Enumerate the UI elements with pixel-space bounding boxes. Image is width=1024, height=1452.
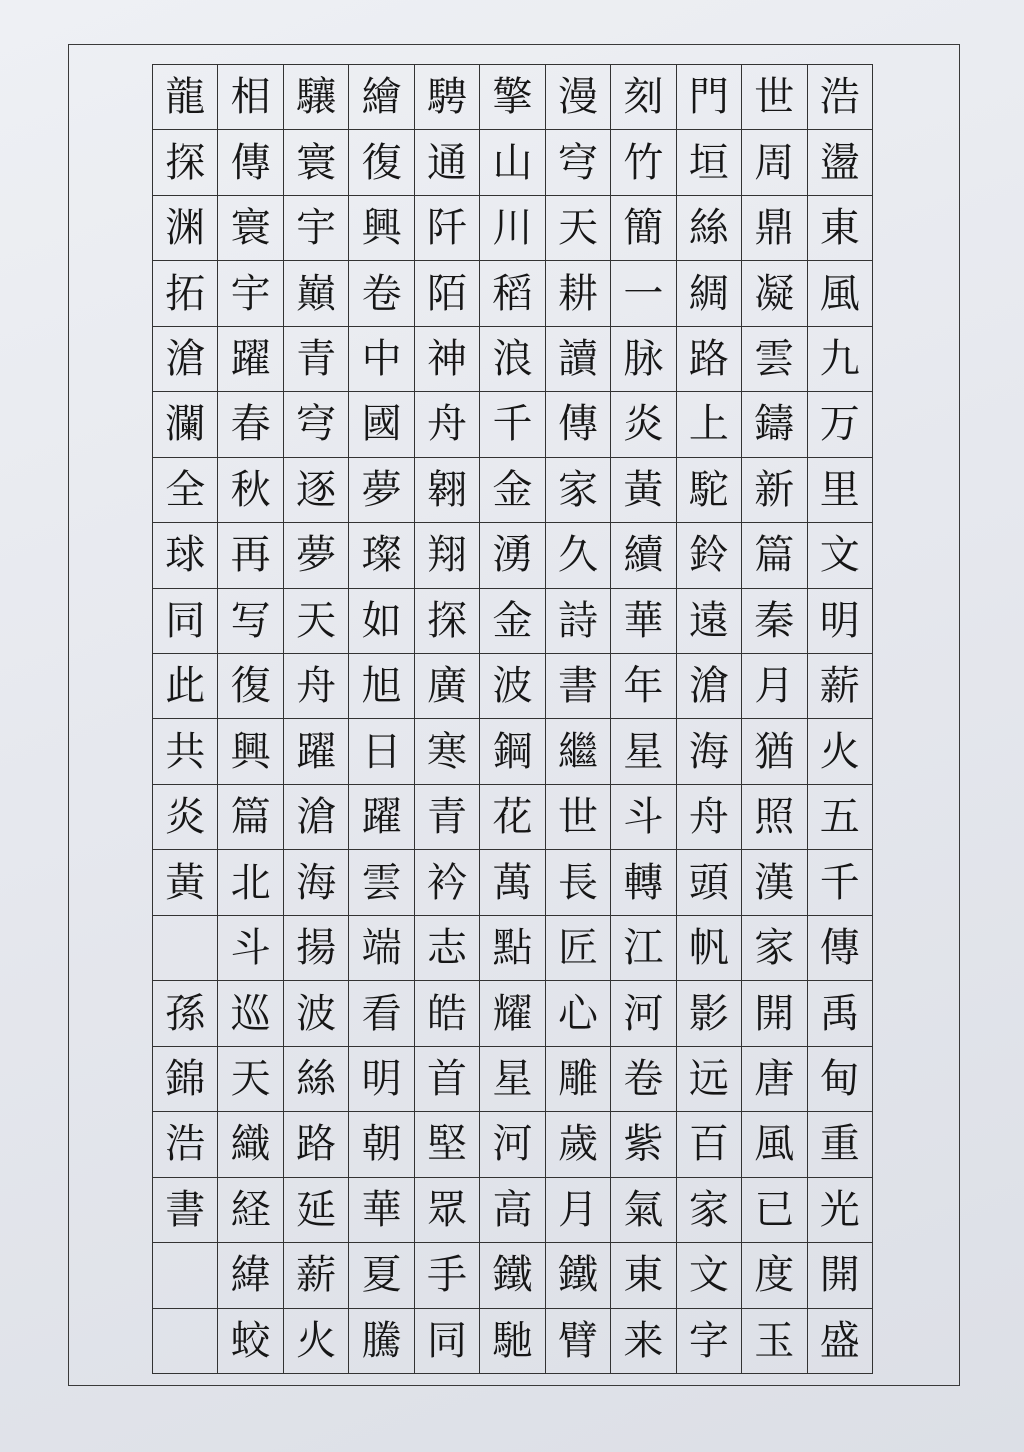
grid-cell-c11-r2: 盪 <box>808 130 873 195</box>
grid-cell-c8-r19: 東 <box>611 1243 676 1308</box>
grid-cell-c11-r9: 明 <box>808 589 873 654</box>
grid-cell-c11-r17: 重 <box>808 1112 873 1177</box>
grid-cell-c5-r11: 寒 <box>415 719 480 784</box>
grid-cell-c8-r8: 續 <box>611 523 676 588</box>
grid-cell-c11-r3: 東 <box>808 196 873 261</box>
grid-cell-c2-r17: 織 <box>218 1112 283 1177</box>
grid-cell-c1-r4: 拓 <box>153 261 218 326</box>
grid-cell-c2-r8: 再 <box>218 523 283 588</box>
grid-cell-c10-r12: 照 <box>742 785 807 850</box>
grid-cell-c6-r5: 浪 <box>480 327 545 392</box>
grid-cell-c8-r17: 紫 <box>611 1112 676 1177</box>
grid-cell-c6-r11: 鋼 <box>480 719 545 784</box>
grid-cell-c6-r20: 馳 <box>480 1309 545 1374</box>
grid-cell-c4-r17: 朝 <box>349 1112 414 1177</box>
grid-cell-c10-r8: 篇 <box>742 523 807 588</box>
grid-cell-c5-r16: 首 <box>415 1047 480 1112</box>
grid-cell-c5-r2: 通 <box>415 130 480 195</box>
grid-cell-c4-r4: 卷 <box>349 261 414 326</box>
grid-cell-c7-r18: 月 <box>546 1178 611 1243</box>
grid-cell-c8-r16: 卷 <box>611 1047 676 1112</box>
grid-cell-c5-r5: 神 <box>415 327 480 392</box>
grid-cell-c1-r14 <box>153 916 218 981</box>
grid-cell-c7-r8: 久 <box>546 523 611 588</box>
grid-cell-c1-r11: 共 <box>153 719 218 784</box>
grid-cell-c9-r10: 滄 <box>677 654 742 719</box>
grid-cell-c11-r4: 風 <box>808 261 873 326</box>
grid-cell-c1-r12: 炎 <box>153 785 218 850</box>
grid-cell-c1-r19 <box>153 1243 218 1308</box>
grid-cell-c1-r20 <box>153 1309 218 1374</box>
grid-cell-c8-r12: 斗 <box>611 785 676 850</box>
grid-cell-c6-r17: 河 <box>480 1112 545 1177</box>
grid-cell-c6-r18: 高 <box>480 1178 545 1243</box>
grid-cell-c7-r20: 臂 <box>546 1309 611 1374</box>
grid-cell-c1-r17: 浩 <box>153 1112 218 1177</box>
grid-cell-c7-r14: 匠 <box>546 916 611 981</box>
grid-cell-c3-r10: 舟 <box>284 654 349 719</box>
grid-cell-c3-r8: 夢 <box>284 523 349 588</box>
grid-cell-c7-r10: 書 <box>546 654 611 719</box>
grid-cell-c3-r15: 波 <box>284 981 349 1046</box>
grid-cell-c10-r9: 秦 <box>742 589 807 654</box>
grid-cell-c3-r12: 滄 <box>284 785 349 850</box>
grid-cell-c2-r7: 秋 <box>218 458 283 523</box>
grid-cell-c3-r20: 火 <box>284 1309 349 1374</box>
grid-cell-c8-r5: 脉 <box>611 327 676 392</box>
grid-cell-c11-r11: 火 <box>808 719 873 784</box>
grid-cell-c1-r7: 全 <box>153 458 218 523</box>
grid-cell-c2-r4: 宇 <box>218 261 283 326</box>
grid-cell-c9-r14: 帆 <box>677 916 742 981</box>
grid-cell-c4-r10: 旭 <box>349 654 414 719</box>
grid-cell-c5-r13: 衿 <box>415 850 480 915</box>
grid-cell-c11-r8: 文 <box>808 523 873 588</box>
grid-cell-c5-r8: 翔 <box>415 523 480 588</box>
grid-cell-c5-r3: 阡 <box>415 196 480 261</box>
grid-cell-c4-r18: 華 <box>349 1178 414 1243</box>
grid-cell-c10-r17: 風 <box>742 1112 807 1177</box>
grid-cell-c4-r2: 復 <box>349 130 414 195</box>
grid-cell-c3-r3: 宇 <box>284 196 349 261</box>
grid-cell-c3-r18: 延 <box>284 1178 349 1243</box>
grid-cell-c6-r14: 點 <box>480 916 545 981</box>
grid-cell-c6-r4: 稻 <box>480 261 545 326</box>
grid-cell-c3-r11: 躍 <box>284 719 349 784</box>
grid-cell-c5-r10: 廣 <box>415 654 480 719</box>
grid-cell-c10-r16: 唐 <box>742 1047 807 1112</box>
grid-cell-c9-r8: 鈴 <box>677 523 742 588</box>
grid-cell-c10-r7: 新 <box>742 458 807 523</box>
grid-cell-c7-r2: 穹 <box>546 130 611 195</box>
grid-cell-c6-r12: 花 <box>480 785 545 850</box>
grid-cell-c9-r16: 远 <box>677 1047 742 1112</box>
grid-cell-c6-r10: 波 <box>480 654 545 719</box>
grid-cell-c3-r9: 天 <box>284 589 349 654</box>
grid-cell-c6-r9: 金 <box>480 589 545 654</box>
grid-cell-c2-r11: 興 <box>218 719 283 784</box>
grid-cell-c2-r16: 天 <box>218 1047 283 1112</box>
grid-cell-c9-r9: 遠 <box>677 589 742 654</box>
grid-cell-c2-r12: 篇 <box>218 785 283 850</box>
grid-cell-c5-r15: 皓 <box>415 981 480 1046</box>
grid-cell-c6-r7: 金 <box>480 458 545 523</box>
grid-cell-c11-r19: 開 <box>808 1243 873 1308</box>
grid-cell-c7-r3: 天 <box>546 196 611 261</box>
grid-cell-c8-r18: 氣 <box>611 1178 676 1243</box>
grid-cell-c4-r13: 雲 <box>349 850 414 915</box>
grid-cell-c2-r6: 春 <box>218 392 283 457</box>
grid-cell-c1-r9: 同 <box>153 589 218 654</box>
grid-cell-c8-r7: 黃 <box>611 458 676 523</box>
grid-cell-c5-r14: 志 <box>415 916 480 981</box>
grid-cell-c10-r13: 漢 <box>742 850 807 915</box>
grid-cell-c6-r16: 星 <box>480 1047 545 1112</box>
grid-cell-c7-r13: 長 <box>546 850 611 915</box>
grid-cell-c6-r19: 鐵 <box>480 1243 545 1308</box>
grid-cell-c2-r3: 寰 <box>218 196 283 261</box>
grid-cell-c9-r19: 文 <box>677 1243 742 1308</box>
grid-cell-c6-r3: 川 <box>480 196 545 261</box>
grid-cell-c9-r6: 上 <box>677 392 742 457</box>
grid-cell-c11-r16: 甸 <box>808 1047 873 1112</box>
grid-cell-c10-r5: 雲 <box>742 327 807 392</box>
grid-cell-c4-r11: 日 <box>349 719 414 784</box>
grid-cell-c3-r19: 薪 <box>284 1243 349 1308</box>
grid-cell-c11-r5: 九 <box>808 327 873 392</box>
grid-cell-c4-r12: 躍 <box>349 785 414 850</box>
grid-cell-c5-r4: 陌 <box>415 261 480 326</box>
grid-cell-c10-r10: 月 <box>742 654 807 719</box>
grid-cell-c7-r7: 家 <box>546 458 611 523</box>
grid-cell-c7-r16: 雕 <box>546 1047 611 1112</box>
grid-cell-c11-r6: 万 <box>808 392 873 457</box>
grid-cell-c4-r19: 夏 <box>349 1243 414 1308</box>
grid-cell-c8-r9: 華 <box>611 589 676 654</box>
grid-cell-c4-r15: 看 <box>349 981 414 1046</box>
grid-cell-c10-r11: 猶 <box>742 719 807 784</box>
grid-cell-c10-r15: 開 <box>742 981 807 1046</box>
grid-cell-c9-r3: 絲 <box>677 196 742 261</box>
grid-cell-c9-r11: 海 <box>677 719 742 784</box>
grid-cell-c3-r1: 驤 <box>284 65 349 130</box>
grid-cell-c8-r1: 刻 <box>611 65 676 130</box>
grid-cell-c1-r10: 此 <box>153 654 218 719</box>
grid-cell-c9-r7: 駝 <box>677 458 742 523</box>
grid-cell-c3-r14: 揚 <box>284 916 349 981</box>
grid-cell-c10-r19: 度 <box>742 1243 807 1308</box>
grid-cell-c7-r4: 耕 <box>546 261 611 326</box>
grid-cell-c6-r8: 湧 <box>480 523 545 588</box>
grid-cell-c3-r16: 絲 <box>284 1047 349 1112</box>
grid-cell-c2-r18: 経 <box>218 1178 283 1243</box>
grid-cell-c9-r2: 垣 <box>677 130 742 195</box>
grid-cell-c9-r20: 字 <box>677 1309 742 1374</box>
grid-cell-c1-r8: 球 <box>153 523 218 588</box>
grid-cell-c10-r2: 周 <box>742 130 807 195</box>
grid-cell-c4-r1: 繪 <box>349 65 414 130</box>
grid-cell-c8-r2: 竹 <box>611 130 676 195</box>
grid-cell-c9-r18: 家 <box>677 1178 742 1243</box>
grid-cell-c10-r1: 世 <box>742 65 807 130</box>
grid-cell-c11-r1: 浩 <box>808 65 873 130</box>
grid-cell-c11-r12: 五 <box>808 785 873 850</box>
grid-cell-c3-r13: 海 <box>284 850 349 915</box>
grid-cell-c4-r5: 中 <box>349 327 414 392</box>
grid-cell-c1-r6: 瀾 <box>153 392 218 457</box>
grid-cell-c1-r13: 黃 <box>153 850 218 915</box>
grid-cell-c2-r9: 写 <box>218 589 283 654</box>
grid-cell-c2-r15: 巡 <box>218 981 283 1046</box>
grid-cell-c8-r11: 星 <box>611 719 676 784</box>
grid-cell-c1-r2: 探 <box>153 130 218 195</box>
grid-cell-c11-r10: 薪 <box>808 654 873 719</box>
grid-cell-c8-r3: 簡 <box>611 196 676 261</box>
calligraphy-grid <box>152 64 873 1374</box>
grid-cell-c9-r13: 頭 <box>677 850 742 915</box>
grid-cell-c9-r4: 綢 <box>677 261 742 326</box>
grid-cell-c4-r8: 璨 <box>349 523 414 588</box>
grid-cell-c1-r1: 龍 <box>153 65 218 130</box>
grid-cell-c5-r9: 探 <box>415 589 480 654</box>
grid-cell-c6-r1: 擎 <box>480 65 545 130</box>
grid-cell-c6-r6: 千 <box>480 392 545 457</box>
grid-cell-c5-r1: 騁 <box>415 65 480 130</box>
grid-cell-c10-r4: 凝 <box>742 261 807 326</box>
grid-cell-c10-r18: 已 <box>742 1178 807 1243</box>
grid-cell-c11-r13: 千 <box>808 850 873 915</box>
grid-cell-c8-r10: 年 <box>611 654 676 719</box>
grid-cell-c2-r2: 傳 <box>218 130 283 195</box>
grid-cell-c2-r19: 緯 <box>218 1243 283 1308</box>
grid-cell-c4-r20: 騰 <box>349 1309 414 1374</box>
grid-cell-c5-r7: 翱 <box>415 458 480 523</box>
grid-cell-c1-r18: 書 <box>153 1178 218 1243</box>
grid-cell-c5-r20: 同 <box>415 1309 480 1374</box>
grid-cell-c8-r14: 江 <box>611 916 676 981</box>
grid-cell-c6-r15: 耀 <box>480 981 545 1046</box>
grid-cell-c1-r15: 孫 <box>153 981 218 1046</box>
grid-cell-c4-r9: 如 <box>349 589 414 654</box>
grid-cell-c7-r12: 世 <box>546 785 611 850</box>
grid-cell-c3-r6: 穹 <box>284 392 349 457</box>
grid-cell-c11-r7: 里 <box>808 458 873 523</box>
grid-cell-c7-r5: 讀 <box>546 327 611 392</box>
grid-cell-c2-r10: 復 <box>218 654 283 719</box>
grid-cell-c10-r6: 鑄 <box>742 392 807 457</box>
grid-cell-c9-r5: 路 <box>677 327 742 392</box>
grid-cell-c8-r20: 来 <box>611 1309 676 1374</box>
grid-cell-c1-r16: 錦 <box>153 1047 218 1112</box>
grid-cell-c10-r20: 玉 <box>742 1309 807 1374</box>
grid-cell-c11-r14: 傳 <box>808 916 873 981</box>
grid-cell-c7-r11: 繼 <box>546 719 611 784</box>
grid-cell-c3-r2: 寰 <box>284 130 349 195</box>
grid-cell-c7-r17: 歲 <box>546 1112 611 1177</box>
grid-cell-c4-r16: 明 <box>349 1047 414 1112</box>
grid-cell-c8-r6: 炎 <box>611 392 676 457</box>
grid-cell-c1-r5: 滄 <box>153 327 218 392</box>
grid-cell-c7-r15: 心 <box>546 981 611 1046</box>
grid-cell-c5-r18: 眾 <box>415 1178 480 1243</box>
grid-cell-c5-r6: 舟 <box>415 392 480 457</box>
grid-cell-c11-r20: 盛 <box>808 1309 873 1374</box>
grid-cell-c3-r5: 青 <box>284 327 349 392</box>
grid-cell-c8-r13: 轉 <box>611 850 676 915</box>
grid-cell-c2-r1: 相 <box>218 65 283 130</box>
grid-cell-c7-r19: 鐵 <box>546 1243 611 1308</box>
grid-cell-c3-r4: 巔 <box>284 261 349 326</box>
grid-cell-c4-r7: 夢 <box>349 458 414 523</box>
grid-cell-c10-r14: 家 <box>742 916 807 981</box>
grid-cell-c9-r15: 影 <box>677 981 742 1046</box>
grid-cell-c1-r3: 渊 <box>153 196 218 261</box>
grid-cell-c9-r1: 門 <box>677 65 742 130</box>
grid-cell-c7-r1: 漫 <box>546 65 611 130</box>
grid-cell-c10-r3: 鼎 <box>742 196 807 261</box>
grid-cell-c4-r14: 端 <box>349 916 414 981</box>
grid-cell-c3-r7: 逐 <box>284 458 349 523</box>
grid-cell-c11-r18: 光 <box>808 1178 873 1243</box>
grid-cell-c4-r6: 國 <box>349 392 414 457</box>
grid-cell-c8-r15: 河 <box>611 981 676 1046</box>
grid-cell-c2-r13: 北 <box>218 850 283 915</box>
grid-cell-c7-r6: 傳 <box>546 392 611 457</box>
grid-cell-c5-r19: 手 <box>415 1243 480 1308</box>
grid-cell-c3-r17: 路 <box>284 1112 349 1177</box>
grid-cell-c6-r2: 山 <box>480 130 545 195</box>
grid-cell-c5-r12: 青 <box>415 785 480 850</box>
grid-cell-c9-r17: 百 <box>677 1112 742 1177</box>
grid-cell-c11-r15: 禹 <box>808 981 873 1046</box>
grid-cell-c2-r14: 斗 <box>218 916 283 981</box>
grid-cell-c8-r4: 一 <box>611 261 676 326</box>
grid-cell-c9-r12: 舟 <box>677 785 742 850</box>
grid-cell-c5-r17: 堅 <box>415 1112 480 1177</box>
grid-cell-c2-r20: 蛟 <box>218 1309 283 1374</box>
grid-cell-c7-r9: 詩 <box>546 589 611 654</box>
grid-cell-c2-r5: 躍 <box>218 327 283 392</box>
grid-cell-c4-r3: 興 <box>349 196 414 261</box>
grid-cell-c6-r13: 萬 <box>480 850 545 915</box>
